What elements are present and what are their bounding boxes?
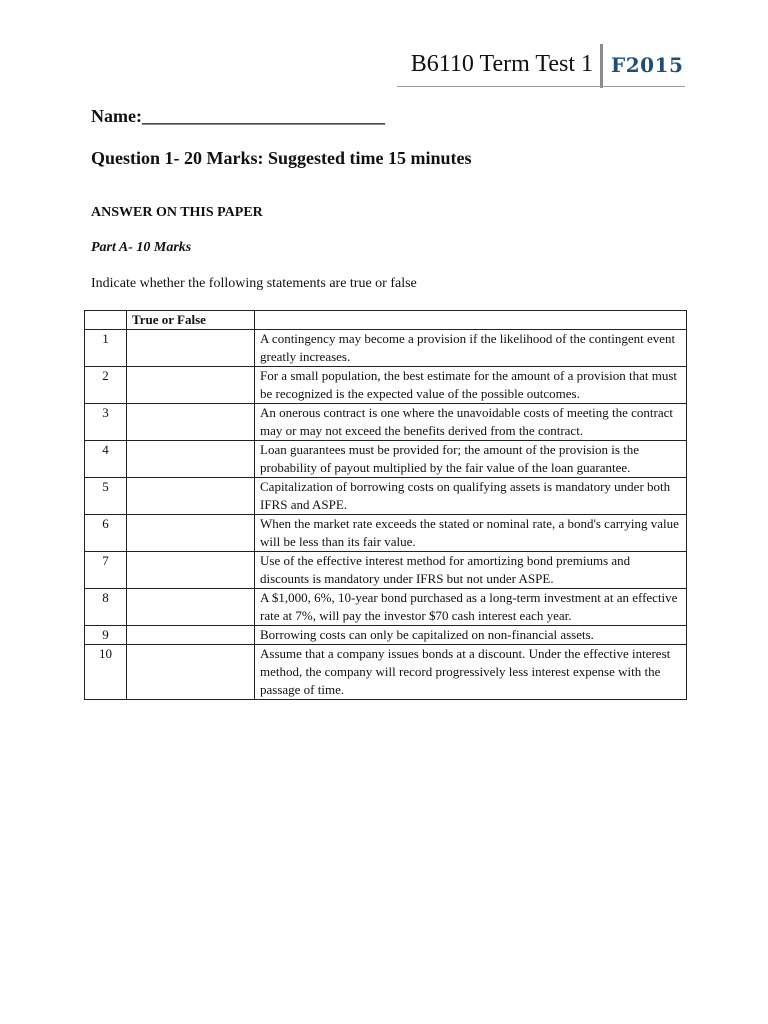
row-number: 6 (85, 515, 127, 552)
row-number: 5 (85, 478, 127, 515)
statement-cell: Loan guarantees must be provided for; the amount of the provision is the probability of payout multiplied by the fair value of the loan guarantee. (255, 441, 687, 478)
answer-cell[interactable] (127, 645, 255, 700)
statement-cell: For a small population, the best estimate for the amount of a provision that must be recognized is the expected value of the possible outcomes. (255, 367, 687, 404)
table-row (85, 404, 687, 441)
header-divider (600, 44, 603, 88)
row-number: 10 (85, 645, 127, 700)
answer-cell[interactable] (127, 515, 255, 552)
table-row (85, 515, 687, 552)
name-field-label: Name:___________________________ (91, 106, 385, 126)
test-title: B6110 Term Test 1 (410, 51, 593, 77)
answer-cell[interactable] (127, 589, 255, 626)
answer-cell[interactable] (127, 478, 255, 515)
table-row (85, 626, 687, 645)
page-header (0, 0, 768, 90)
statement-cell: Assume that a company issues bonds at a discount. Under the effective interest method, the company will record progressively less interest expense with the passage of time. (255, 645, 687, 700)
row-number: 2 (85, 367, 127, 404)
header-statement (255, 311, 687, 330)
table-row (85, 552, 687, 589)
table-row (85, 367, 687, 404)
header-number (85, 311, 127, 330)
table-row (85, 330, 687, 367)
table-header-row (85, 311, 687, 330)
statement-cell: A contingency may become a provision if the likelihood of the contingent event greatly increases. (255, 330, 687, 367)
answer-cell[interactable] (127, 626, 255, 645)
answer-cell[interactable] (127, 330, 255, 367)
row-number: 7 (85, 552, 127, 589)
statement-cell: A $1,000, 6%, 10-year bond purchased as a long-term investment at an effective rate at 7%, will pay the investor $70 cash interest each year. (255, 589, 687, 626)
row-number: 1 (85, 330, 127, 367)
statement-cell: An onerous contract is one where the unavoidable costs of meeting the contract may or may not exceed the benefits derived from the contract. (255, 404, 687, 441)
header-true-or-false: True or False (127, 311, 255, 330)
answer-cell[interactable] (127, 404, 255, 441)
answer-cell[interactable] (127, 367, 255, 404)
answer-cell[interactable] (127, 441, 255, 478)
table-row (85, 589, 687, 626)
row-number: 3 (85, 404, 127, 441)
instructions-text: Indicate whether the following statements are true or false (91, 276, 417, 291)
row-number: 9 (85, 626, 127, 645)
part-heading: Part A- 10 Marks (91, 240, 192, 255)
answer-cell[interactable] (127, 552, 255, 589)
table-row (85, 478, 687, 515)
true-false-table (84, 310, 687, 700)
row-number: 4 (85, 441, 127, 478)
question-heading: Question 1- 20 Marks: Suggested time 15 minutes (91, 148, 472, 168)
table-row (85, 441, 687, 478)
table-row (85, 645, 687, 700)
answer-instruction: ANSWER ON THIS PAPER (91, 205, 263, 220)
row-number: 8 (85, 589, 127, 626)
statement-cell: When the market rate exceeds the stated or nominal rate, a bond's carrying value will be less than its fair value. (255, 515, 687, 552)
header-rule (397, 86, 685, 87)
statement-cell: Use of the effective interest method for amortizing bond premiums and discounts is mandatory under IFRS but not under ASPE. (255, 552, 687, 589)
term-label: F2015 (611, 53, 684, 77)
statement-cell: Borrowing costs can only be capitalized on non-financial assets. (255, 626, 687, 645)
statement-cell: Capitalization of borrowing costs on qualifying assets is mandatory under both IFRS and ASPE. (255, 478, 687, 515)
